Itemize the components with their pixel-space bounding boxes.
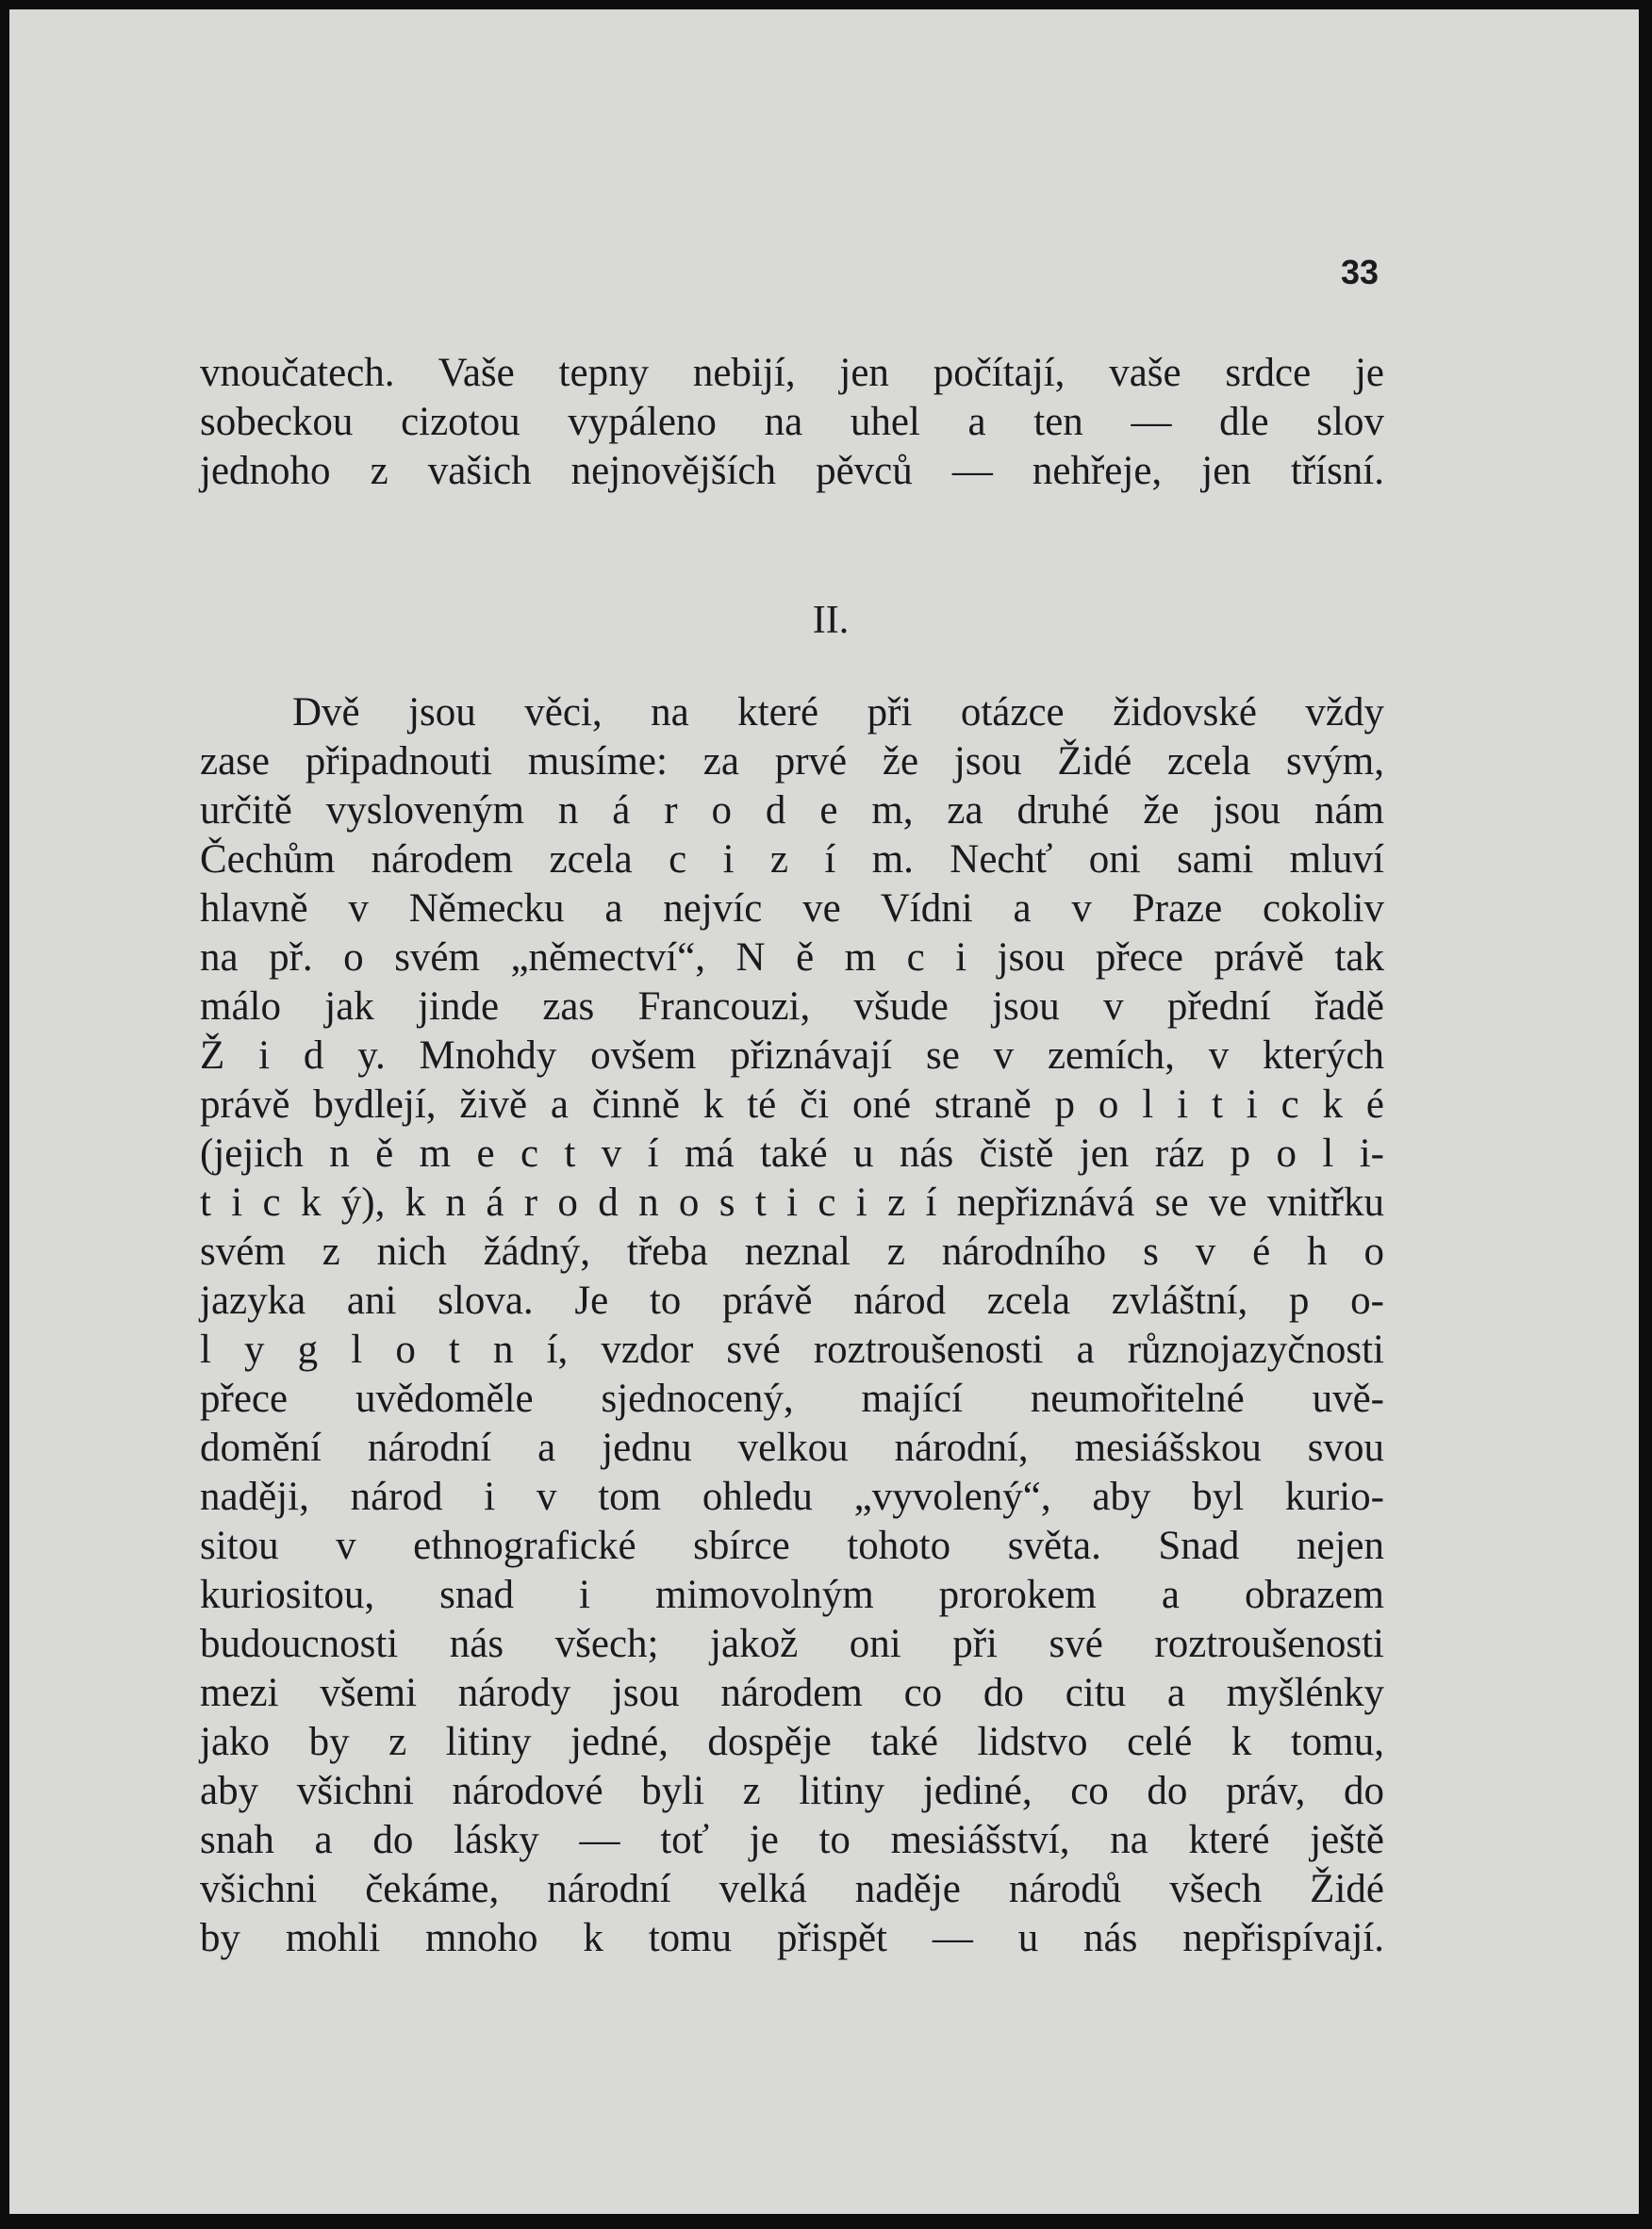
text-line: l y g l o t n í, vzdor své roztroušenosti a různojazyčnosti — [200, 1328, 1384, 1372]
text-line: Dvě jsou věci, na které při otázce židovské vždy — [292, 690, 1384, 735]
text-line: málo jak jinde zas Francouzi, všude jsou v přední řadě — [200, 984, 1384, 1029]
text-line: Čechům národem zcela c i z í m. Nechť oni sami mluví — [200, 837, 1384, 882]
text-line: (jejich n ě m e c t v í má také u nás čistě jen ráz p o l i- — [200, 1131, 1384, 1176]
text-line: svém z nich žádný, třeba neznal z národního s v é h o — [200, 1230, 1384, 1274]
text-line: jednoho z vašich nejnovějších pěvců — nehřeje, jen třísní. — [200, 449, 1384, 493]
text-line: vnoučatech. Vaše tepny nebijí, jen počítají, vaše srdce je — [200, 351, 1384, 395]
text-line: přece uvědoměle sjednocený, mající neumořitelné uvě- — [200, 1377, 1384, 1421]
book-page — [9, 9, 1639, 2214]
text-line: právě bydlejí, živě a činně k té či oné straně p o l i t i c k é — [200, 1082, 1384, 1127]
text-line: hlavně v Německu a nejvíc ve Vídni a v Praze cokoliv — [200, 886, 1384, 931]
text-line: jako by z litiny jedné, dospěje také lidstvo celé k tomu, — [200, 1720, 1384, 1764]
text-line: sitou v ethnografické sbírce tohoto světa. Snad nejen — [200, 1524, 1384, 1568]
text-line: budoucnosti nás všech; jakož oni při své roztroušenosti — [200, 1622, 1384, 1666]
text-line: aby všichni národové byli z litiny jediné, co do práv, do — [200, 1769, 1384, 1813]
text-line: kuriositou, snad i mimovolným prorokem a obrazem — [200, 1573, 1384, 1617]
page-number: 33 — [1340, 253, 1379, 291]
text-line: snah a do lásky — toť je to mesiášství, na které ještě — [200, 1818, 1384, 1862]
text-line: domění národní a jednu velkou národní, mesiášskou svou — [200, 1426, 1384, 1470]
text-line: naději, národ i v tom ohledu „vyvolený“, aby byl kurio- — [200, 1475, 1384, 1519]
text-line: všichni čekáme, národní velká naděje národů všech Židé — [200, 1867, 1384, 1911]
text-line: zase připadnouti musíme: za prvé že jsou Židé zcela svým, — [200, 739, 1384, 784]
text-line: mezi všemi národy jsou národem co do citu a myšlénky — [200, 1671, 1384, 1715]
text-line: jazyka ani slova. Je to právě národ zcela zvláštní, p o- — [200, 1279, 1384, 1323]
text-line: sobeckou cizotou vypáleno na uhel a ten — dle slov — [200, 400, 1384, 444]
text-line: Ž i d y. Mnohdy ovšem přiznávají se v zemích, v kterých — [200, 1033, 1384, 1078]
text-line: určitě vysloveným n á r o d e m, za druhé že jsou nám — [200, 788, 1384, 833]
main-paragraph — [200, 688, 1384, 1963]
text-line: by mohli mnoho k tomu přispět — u nás nepřispívají. — [200, 1916, 1384, 1960]
continued-paragraph — [200, 349, 1384, 496]
section-heading: II. — [812, 599, 850, 642]
text-line: na př. o svém „němectví“, N ě m c i jsou přece právě tak — [200, 935, 1384, 980]
text-line: t i c k ý), k n á r o d n o s t i c i z í nepřiznává se ve vnitřku — [200, 1181, 1384, 1225]
